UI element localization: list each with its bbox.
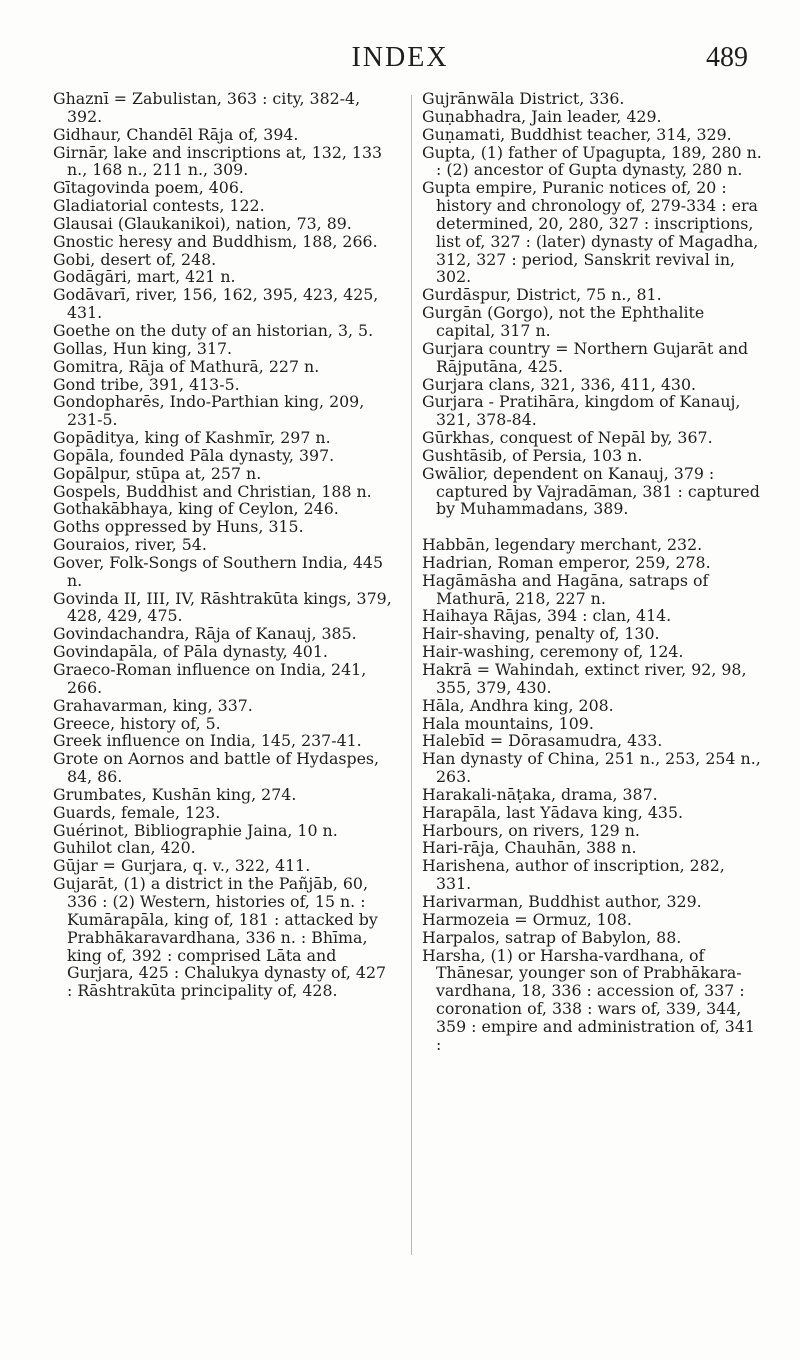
index-entry: Harpalos, satrap of Babylon, 88. [422,927,682,947]
index-entry: Harmozeia = Ormuz, 108. [422,909,632,929]
index-entry: Grahavarman, king, 337. [53,695,253,715]
letter-section-gap [422,518,762,536]
index-entry: Ghaznī = Zabulistan, 363 : city, 382-4, 392. [53,89,361,126]
index-entry: Hala mountains, 109. [422,713,594,733]
index-column-right [422,90,762,1054]
index-entry: Gopāditya, king of Kashmīr, 297 n. [53,428,331,448]
column-divider [411,95,412,1255]
index-entry: Gospels, Buddhist and Christian, 188 n. [53,481,372,501]
index-entry: Gushtāsib, of Persia, 103 n. [422,445,643,465]
index-entry: Guhilot clan, 420. [53,838,196,858]
index-entry: Guṇamati, Buddhist teacher, 314, 329. [422,124,732,144]
index-entry: Gurdāspur, District, 75 n., 81. [422,285,662,305]
index-entry: Guards, female, 123. [53,802,221,822]
index-entry: Gujrānwāla District, 336. [422,89,625,108]
index-entry: Gurjara clans, 321, 336, 411, 430. [422,374,697,394]
index-entry: Gladiatorial contests, 122. [53,196,265,216]
index-entry: Hari-rāja, Chauhān, 388 n. [422,838,637,858]
page-number: 489 [706,42,748,73]
index-entry: Gwālior, dependent on Kanauj, 379 : captured by Vajradāman, 381 : captured by Muhammadans, 389. [422,463,760,519]
index-entry: Godāgāri, mart, 421 n. [53,267,236,287]
index-entry: Gūjar = Gurjara, q. v., 322, 411. [53,856,311,876]
index-entry: Glausai (Glaukanikoi), nation, 73, 89. [53,213,352,233]
index-entry: Gurjara - Pratihāra, kingdom of Kanauj, 321, 378-84. [422,392,741,430]
index-entry: Gothakābhaya, king of Ceylon, 246. [53,499,339,519]
index-entry: Guṇabhadra, Jain leader, 429. [422,106,662,126]
index-entry: Gover, Folk-Songs of Southern India, 445 n. [53,552,383,590]
index-entry: Godāvarī, river, 156, 162, 395, 423, 425, 431. [53,285,379,323]
index-entry: Govindachandra, Rāja of Kanauj, 385. [53,624,357,644]
index-entry: Graeco-Roman influence on India, 241, 266. [53,660,367,697]
index-entry: Greek influence on India, 145, 237-41. [53,731,362,751]
index-entry: Harsha, (1) or Harsha-vardhana, of Thānesar, younger son of Prabhākara-vardhana, 18, 336 : accession of, 337 : coronation of, 338 : wars of, 339, 344, 359 : empire and administration of, 341 : [422,945,755,1054]
index-entry: Gollas, Hun king, 317. [53,338,233,358]
index-entry: Gupta empire, Puranic notices of, 20 : history and chronology of, 279-334 : era determined, 20, 280, 327 : inscriptions, list of, 327 : (later) dynasty of Magadha, 312, 327 : period, Sanskrit revival in, 302. [422,178,759,287]
index-entry: Hair-washing, ceremony of, 124. [422,642,684,662]
index-entry: Gurjara country = Northern Gujarāt and Rājputāna, 425. [422,338,749,376]
index-entry: Habbān, legendary merchant, 232. [422,535,703,555]
index-entry: Hair-shaving, penalty of, 130. [422,624,660,644]
index-entry: Gobi, desert of, 248. [53,249,217,269]
index-entry: Greece, history of, 5. [53,713,221,733]
index-entry: Gītagovinda poem, 406. [53,178,244,198]
index-entry: Hagāmāsha and Hagāna, satraps of Mathurā, 218, 227 n. [422,570,709,608]
index-entry: Haihaya Rājas, 394 : clan, 414. [422,606,672,626]
index-entry: Harishena, author of inscription, 282, 331. [422,856,725,894]
index-entry: Gomitra, Rāja of Mathurā, 227 n. [53,356,320,376]
index-entry: Goethe on the duty of an historian, 3, 5. [53,320,374,340]
index-entry: Gurgān (Gorgo), not the Ephthalite capital, 317 n. [422,303,705,340]
index-entry: Hakrā = Wahindah, extinct river, 92, 98, 355, 379, 430. [422,660,747,697]
index-entry: Gnostic heresy and Buddhism, 188, 266. [53,231,378,251]
index-entry: Gond tribe, 391, 413-5. [53,374,240,394]
index-entry: Gupta, (1) father of Upagupta, 189, 280 n. : (2) ancestor of Gupta dynasty, 280 n. [422,142,762,180]
index-entry: Gopālpur, stūpa at, 257 n. [53,463,262,483]
index-entry: Hadrian, Roman emperor, 259, 278. [422,552,711,572]
index-entry: Gondopharēs, Indo-Parthian king, 209, 231-5. [53,392,365,430]
index-entry: Girnār, lake and inscriptions at, 132, 133 n., 168 n., 211 n., 309. [53,142,383,180]
index-entry: Gouraios, river, 54. [53,535,207,555]
index-entry: Harakali-nāṭaka, drama, 387. [422,784,658,804]
index-entry: Goths oppressed by Huns, 315. [53,517,304,537]
index-entry: Gujarāt, (1) a district in the Pañjāb, 60, 336 : (2) Western, histories of, 15 n. : Kumārapāla, king of, 181 : attacked by Prabhākaravardhana, 336 n. : Bhīma, king of, 392 : comprised Lāta and Gurjara, 425 : Chalukya dynasty of, 427 : Rāshtrakūta principality of, 428. [53,874,387,1001]
index-entry: Grote on Aornos and battle of Hydaspes, 84, 86. [53,749,380,787]
index-entry: Hāla, Andhra king, 208. [422,695,614,715]
index-entry: Guérinot, Bibliographie Jaina, 10 n. [53,820,338,840]
index-entry: Gūrkhas, conquest of Nepāl by, 367. [422,428,713,448]
index-entry: Gopāla, founded Pāla dynasty, 397. [53,445,335,465]
index-entry: Harapāla, last Yādava king, 435. [422,802,684,822]
index-entry: Halebīd = Dōrasamudra, 433. [422,731,663,751]
page-header [0,42,800,82]
index-column-left [53,90,393,1000]
index-entry: Harbours, on rivers, 129 n. [422,820,640,840]
index-entry: Grumbates, Kushān king, 274. [53,784,297,804]
index-entry: Gidhaur, Chandēl Rāja of, 394. [53,124,299,144]
index-entry: Govinda II, III, IV, Rāshtrakūta kings, 379, 428, 429, 475. [53,588,392,626]
running-title: INDEX [351,42,449,73]
index-entry: Govindapāla, of Pāla dynasty, 401. [53,642,328,662]
index-entry: Harivarman, Buddhist author, 329. [422,891,702,911]
index-entry: Han dynasty of China, 251 n., 253, 254 n., 263. [422,749,761,787]
